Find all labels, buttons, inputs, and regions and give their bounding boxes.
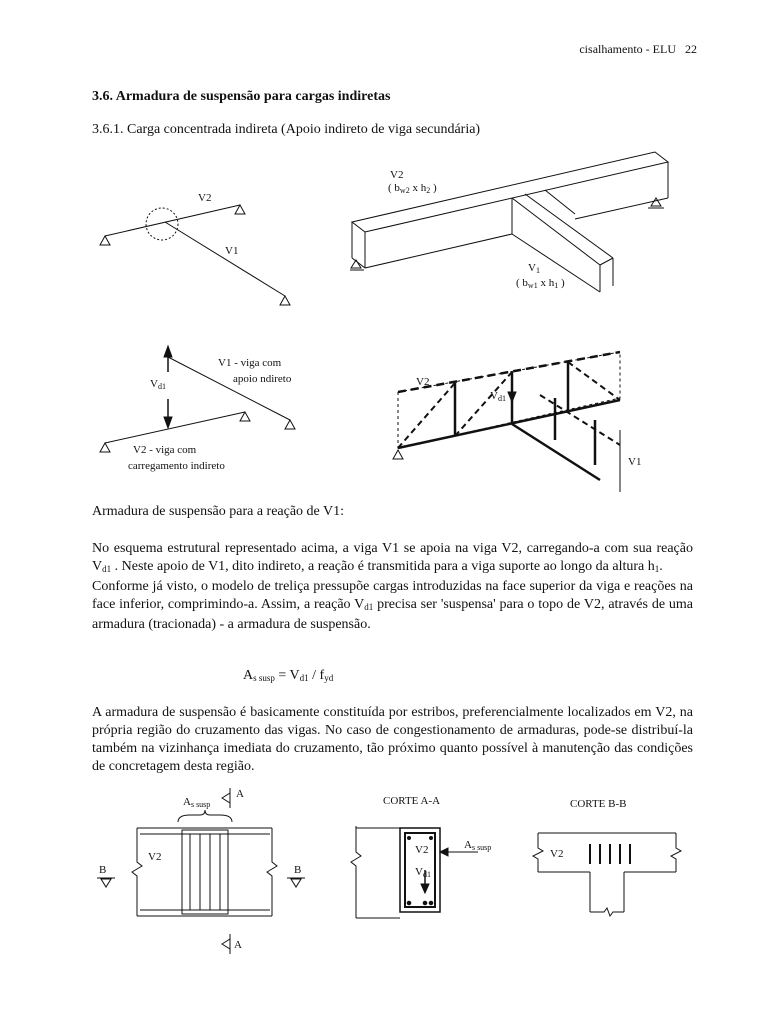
fig4-truss-model [393,352,620,492]
subsection-title: 3.6.1. Carga concentrada indireta (Apoio indireto de viga secundária) [92,122,481,137]
fig2-v2-dims: ( bw2 x h2 ) [388,182,437,195]
section-marker-icon [101,879,111,887]
fig2-v1-label: V1 [528,262,540,275]
fig6-as-susp-label: As susp [464,839,492,852]
body-heading: Armadura de suspensão para a reação de V1: [92,504,345,519]
fig7-v2-label: V2 [550,848,564,860]
fig6-v2-label: V2 [415,844,429,856]
fig7-section-bb [533,833,681,916]
fig3-v2-label-2: carregamento indireto [128,460,225,472]
fig5-v2-label: V2 [148,851,162,863]
suspension-formula: $A_{s susp} = V_{d1} / f_{yd}$ [243,668,334,683]
support-icon [240,412,250,421]
fig4-vd1-label: Vd1 [490,390,506,403]
body-paragraph-1: No esquema estrutural representado acima, a viga V1 se apoia na viga V2, carregando-a com sua reação $V_{d1}$ . Neste apoio de V1, dito indireto, a reação é transmitida para a viga suporte ao longo da altura $h_1$. Conforme já visto, o modelo de treliça pressupõe cargas introduzidas na face superior da viga e reações na face inferior, comprimindo-a. Assim, a reação $V_{d1}$ precisa ser 'suspensa' para o topo de V2, através de uma armadura (tracionada) - a armadura de suspensão. [92,541,693,632]
fig5-plan-view [97,788,305,954]
fig4-v1-label: V1 [628,456,642,468]
fig5-b-left: B [99,864,107,876]
support-icon [235,205,245,214]
fig3-v1-label-2: apoio ndireto [233,373,292,385]
fig2-v2-label: V2 [390,169,404,181]
crossing-highlight [146,208,178,240]
fig1-v2-label: V2 [198,192,212,204]
fig4-v2-label: V2 [416,376,430,388]
body-paragraph-3: A armadura de suspensão é basicamente constituída por estribos, preferencialmente localizados em V2, na própria região do cruzamento das vigas. No caso de congestionamento de armaduras, pode-se distribuí-la também na vizinhança imediata do cruzamento, tão próximo quanto possível à manutenção das condições de concretagem desta região. [92,705,693,774]
fig5-a-top: A [236,788,244,800]
page-number: 22 [685,42,697,56]
fig2-v1-dims: ( bw1 x h1 ) [516,277,565,290]
support-icon [100,443,110,452]
fig6-title: CORTE A-A [383,795,441,807]
section-marker-icon [222,939,230,949]
fig1-beam-scheme [100,205,290,305]
support-icon [393,450,403,459]
support-icon [285,420,295,429]
fig5-a-bottom: A [234,939,242,951]
fig3-vd1-label: Vd1 [150,378,166,391]
fig1-v1-label: V1 [225,245,239,257]
fig6-vd1-label: Vd1 [415,866,431,879]
fig7-title: CORTE B-B [570,798,627,810]
section-title: 3.6. Armadura de suspensão para cargas indiretas [92,89,391,104]
support-icon [280,296,290,305]
section-marker-icon [291,879,301,887]
section-marker-icon [222,793,230,803]
fig3-v1-label-1: V1 - viga com [218,357,282,369]
header-text: cisalhamento - ELU [579,42,676,56]
support-icon [100,236,110,245]
fig5-as-susp-label: As susp [183,796,211,809]
fig5-b-right: B [294,864,302,876]
fig3-v2-label-1: V2 - viga com [133,444,197,456]
